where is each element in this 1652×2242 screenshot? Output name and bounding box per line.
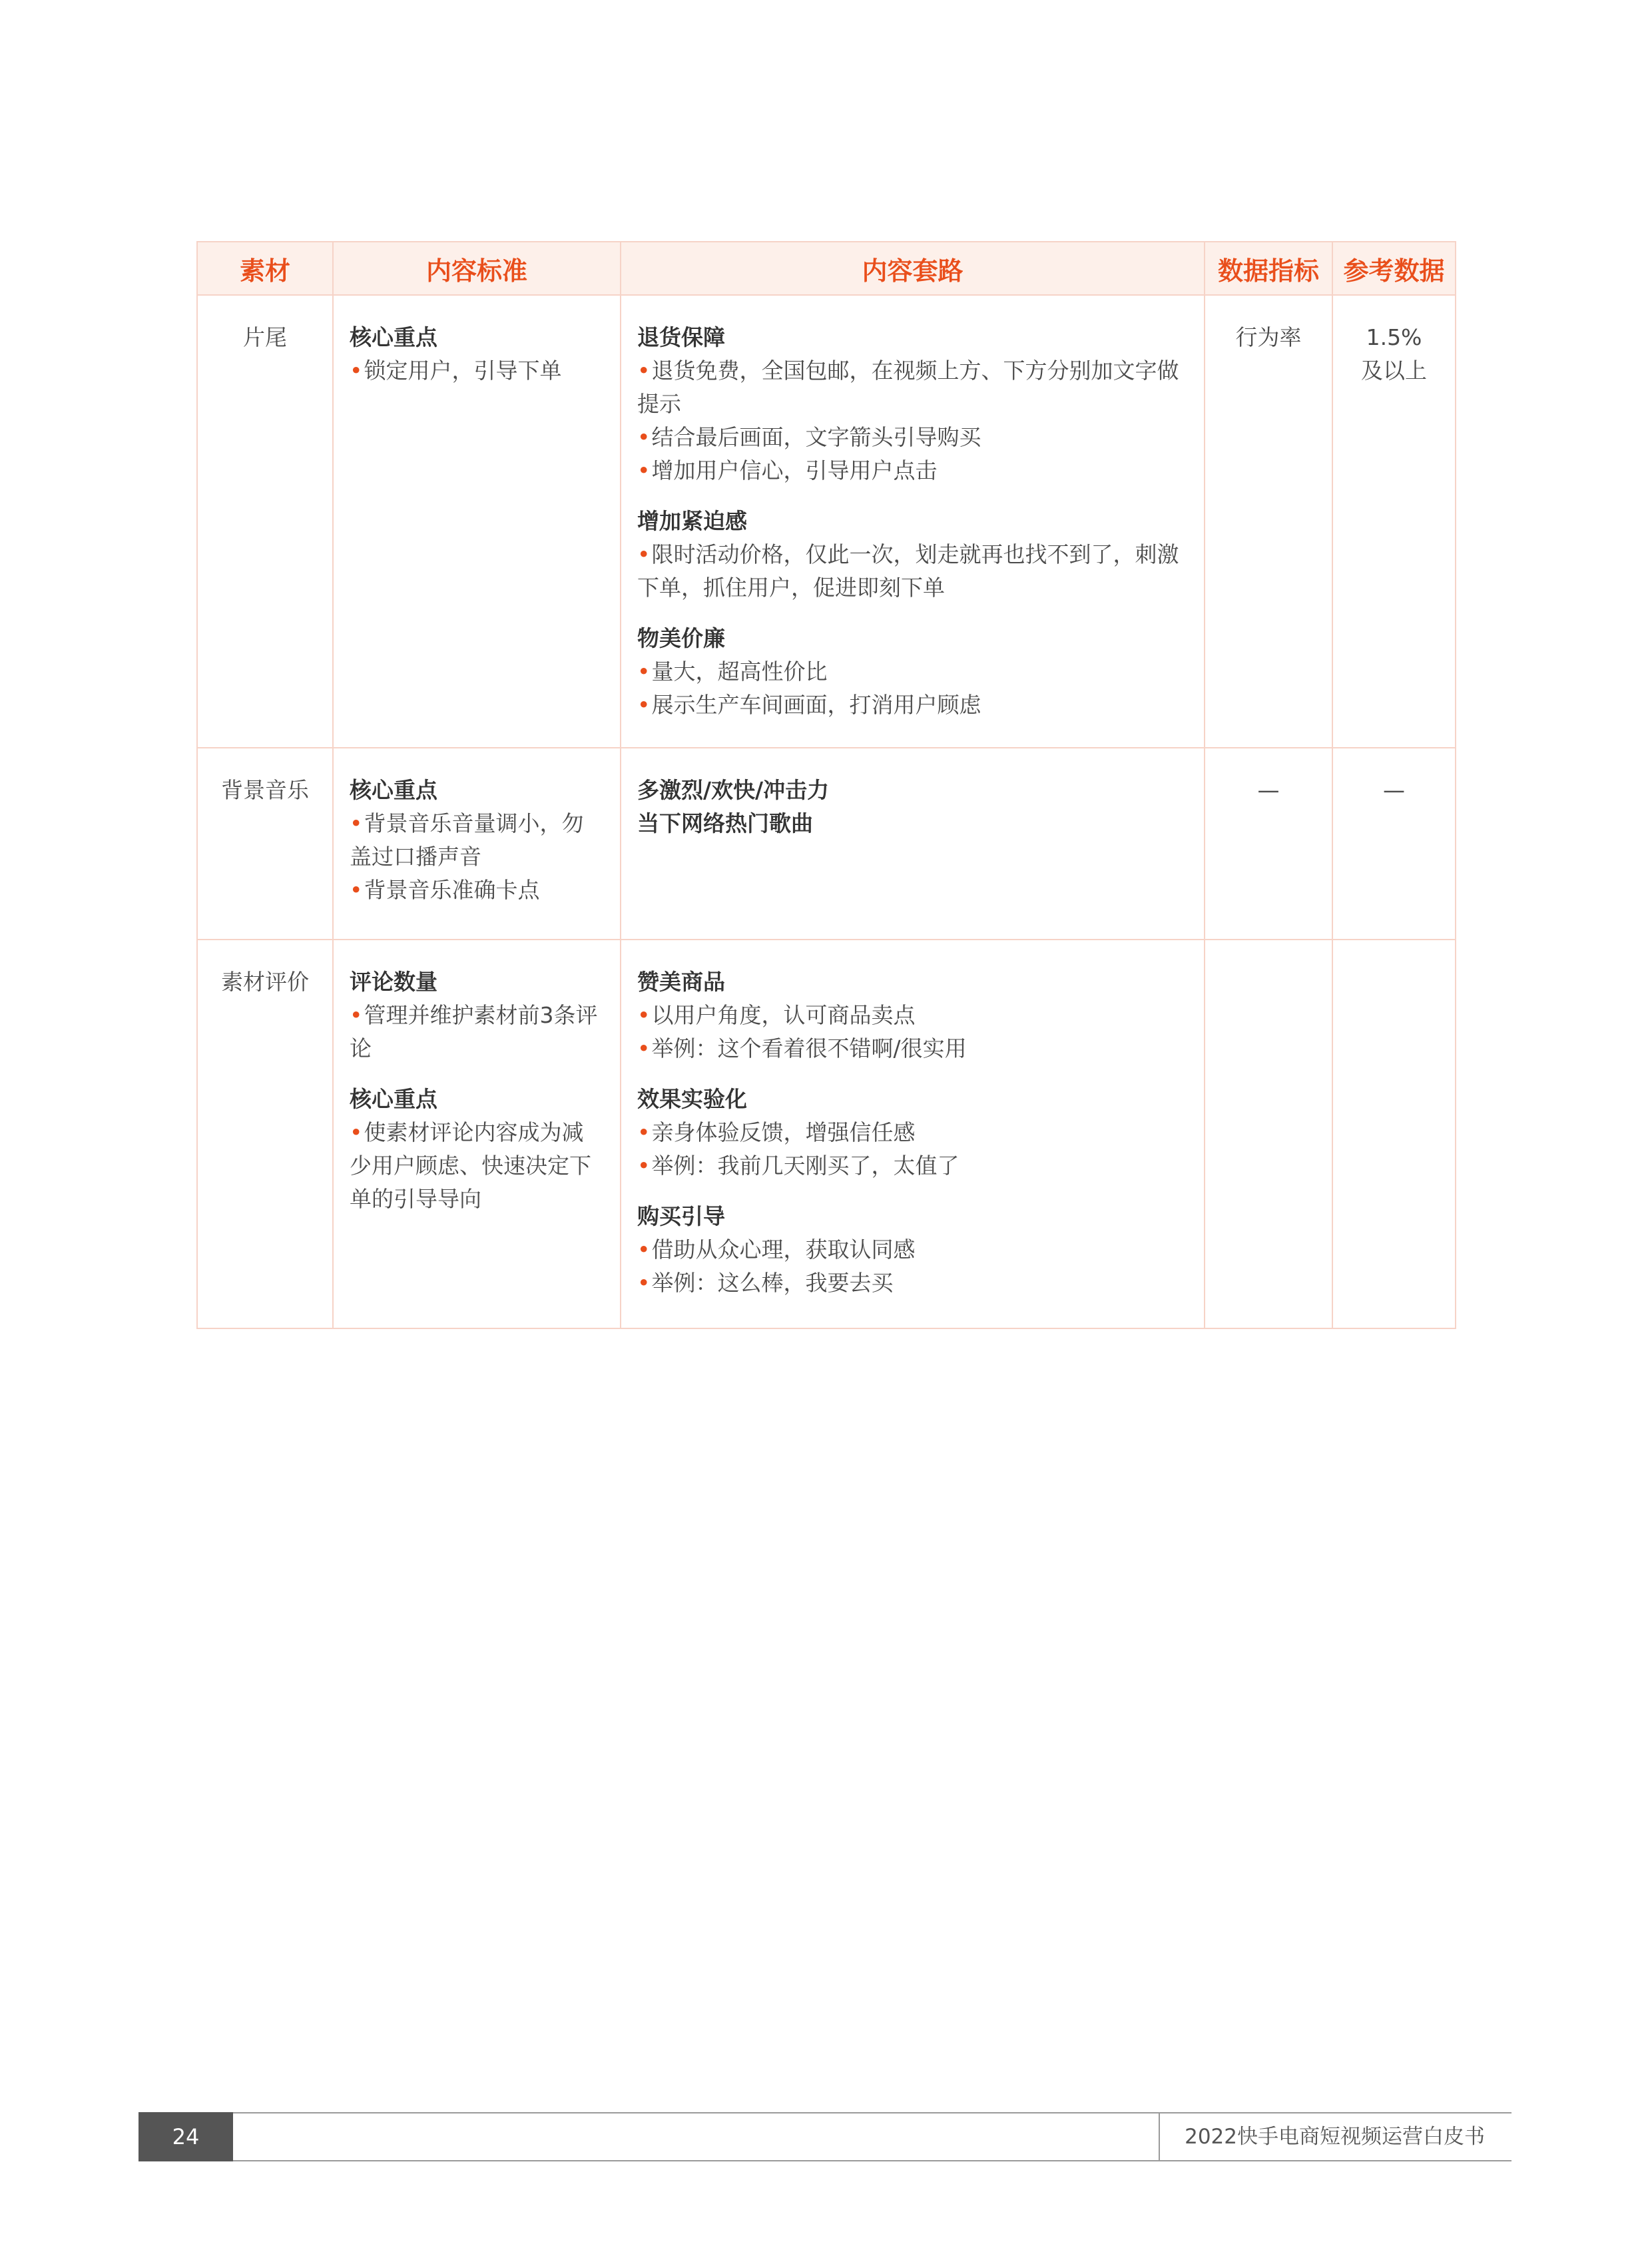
routine-cell	[621, 748, 1205, 940]
bullet-item: • 锁定用户，引导下单	[350, 354, 604, 388]
table-header-row	[197, 242, 1456, 295]
material-cell: 片尾	[197, 295, 333, 748]
bullet-item: • 背景音乐准确卡点	[350, 874, 604, 907]
metric-cell: 行为率	[1205, 295, 1332, 748]
group-heading: 效果实验化	[637, 1086, 747, 1112]
footer-divider	[1159, 2113, 1160, 2160]
bullet-item: • 限时活动价格，仅此一次，划走就再也找不到了，刺激下单，抓住用户，促进即刻下单	[637, 538, 1188, 605]
standard-cell	[333, 940, 621, 1328]
standard-cell	[333, 748, 621, 940]
standard-group	[350, 1083, 604, 1216]
bullet-item: • 以用户角度，认可商品卖点	[637, 999, 1188, 1032]
routine-group	[637, 966, 1188, 1065]
group-heading: 购买引导	[637, 1203, 725, 1229]
reference-cell	[1332, 295, 1456, 748]
reference-cell	[1332, 940, 1456, 1328]
routine-cell	[621, 940, 1205, 1328]
reference-qualifier: 及以上	[1361, 358, 1427, 384]
group-heading: 赞美商品	[637, 969, 725, 995]
header-routine: 内容套路	[621, 242, 1205, 295]
routine-line: 多激烈/欢快/冲击力	[637, 777, 830, 803]
bullet-item: • 展示生产车间画面，打消用户顾虑	[637, 689, 1188, 722]
routine-group	[637, 622, 1188, 722]
routine-group	[637, 321, 1188, 487]
bullet-item: • 量大，超高性价比	[637, 655, 1188, 689]
group-heading: 核心重点	[350, 1086, 437, 1112]
table-row	[197, 748, 1456, 940]
group-heading: 核心重点	[350, 324, 437, 350]
content-table	[196, 241, 1456, 1329]
bullet-item: • 借助从众心理，获取认同感	[637, 1233, 1188, 1266]
header-standard: 内容标准	[333, 242, 621, 295]
bullet-item: • 管理并维护素材前3条评论	[350, 999, 604, 1065]
material-cell: 背景音乐	[197, 748, 333, 940]
standard-group	[350, 321, 604, 388]
bullet-item: • 举例：这个看着很不错啊/很实用	[637, 1032, 1188, 1065]
bullet-item: • 使素材评论内容成为减少用户顾虑、快速决定下单的引导导向	[350, 1116, 604, 1216]
routine-cell	[621, 295, 1205, 748]
group-heading: 核心重点	[350, 777, 437, 803]
standard-cell	[333, 295, 621, 748]
routine-group	[637, 505, 1188, 605]
reference-cell: —	[1332, 748, 1456, 940]
header-material: 素材	[197, 242, 333, 295]
bullet-item: • 增加用户信心，引导用户点击	[637, 454, 1188, 487]
bullet-item: • 退货免费，全国包邮，在视频上方、下方分别加文字做提示	[637, 354, 1188, 421]
table-row	[197, 940, 1456, 1328]
table-row	[197, 295, 1456, 748]
bullet-item: • 举例：我前几天刚买了，太值了	[637, 1149, 1188, 1183]
routine-line: 当下网络热门歌曲	[637, 810, 813, 836]
document-title: 2022快手电商短视频运营白皮书	[1185, 2125, 1485, 2149]
metric-cell	[1205, 940, 1332, 1328]
metric-cell: —	[1205, 748, 1332, 940]
bullet-item: • 背景音乐音量调小，勿盖过口播声音	[350, 807, 604, 874]
header-metric: 数据指标	[1205, 242, 1332, 295]
bullet-item: • 亲身体验反馈，增强信任感	[637, 1116, 1188, 1149]
standard-group	[350, 966, 604, 1065]
page-number: 24	[138, 2112, 233, 2161]
page-footer	[138, 2112, 1512, 2161]
routine-group	[637, 1083, 1188, 1183]
group-heading: 增加紧迫感	[637, 508, 747, 534]
header-reference: 参考数据	[1332, 242, 1456, 295]
material-cell: 素材评价	[197, 940, 333, 1328]
group-heading: 物美价廉	[637, 625, 725, 651]
group-heading: 退货保障	[637, 324, 725, 350]
bullet-item: • 结合最后画面，文字箭头引导购买	[637, 421, 1188, 454]
standard-group	[350, 774, 604, 907]
group-heading: 评论数量	[350, 969, 437, 995]
bullet-item: • 举例：这么棒，我要去买	[637, 1266, 1188, 1300]
routine-group	[637, 1200, 1188, 1300]
reference-value: 1.5%	[1366, 324, 1422, 350]
